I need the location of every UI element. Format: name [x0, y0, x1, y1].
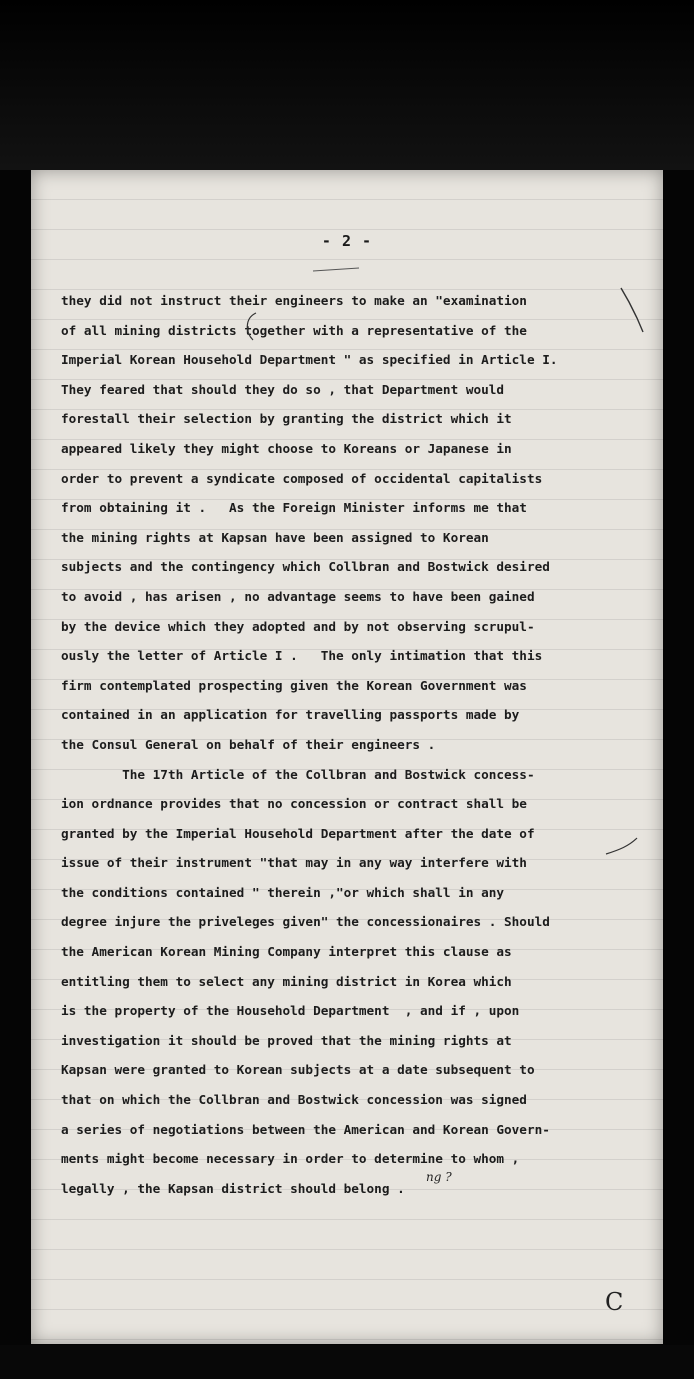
film-border-bottom: [0, 1345, 694, 1379]
text-line: ously the letter of Article I . The only intimation that this: [61, 648, 543, 664]
body-text: [61, 286, 651, 1203]
text-line: that on which the Collbran and Bostwick concession was signed: [61, 1092, 527, 1108]
text-line: they did not instruct their engineers to make an "examination: [61, 293, 527, 308]
text-line: of all mining districts together with a representative of the: [61, 322, 527, 338]
text-line: ion ordnance provides that no concession or contract shall be: [61, 796, 527, 812]
text-line: by the device which they adopted and by not observing scrupul-: [61, 618, 535, 634]
text-line: subjects and the contingency which Collbran and Bostwick desired: [61, 559, 550, 575]
film-border-top: [0, 0, 694, 170]
text-line: a series of negotiations between the American and Korean Govern-: [61, 1121, 550, 1137]
text-line: forestall their selection by granting the district which it: [61, 411, 512, 427]
text-line: from obtaining it . As the Foreign Minister informs me that: [61, 500, 527, 516]
text-line: investigation it should be proved that the mining rights at: [61, 1032, 512, 1048]
corner-mark: C: [605, 1288, 624, 1316]
text-line: the Consul General on behalf of their engineers .: [61, 736, 436, 752]
text-line: granted by the Imperial Household Department after the date of: [61, 825, 535, 841]
text-line: Kapsan were granted to Korean subjects at a date subsequent to: [61, 1062, 535, 1078]
document-page: [31, 170, 663, 1344]
text-line: issue of their instrument "that may in any way interfere with: [61, 855, 527, 871]
page-number: - 2 -: [321, 232, 373, 250]
text-line: the conditions contained " therein ,"or which shall in any: [61, 884, 505, 900]
text-line: is the property of the Household Department , and if , upon: [61, 1003, 520, 1019]
text-line: appeared likely they might choose to Koreans or Japanese in: [61, 440, 512, 456]
text-line: degree injure the priveleges given" the concessionaires . Should: [61, 914, 550, 930]
text-line: order to prevent a syndicate composed of occidental capitalists: [61, 470, 543, 486]
text-line: They feared that should they do so , that Department would: [61, 381, 505, 397]
text-line: entitling them to select any mining district in Korea which: [61, 973, 512, 989]
text-line: contained in an application for travelling passports made by: [61, 707, 520, 723]
text-line: ments might become necessary in order to determine to whom ,: [61, 1151, 520, 1167]
text-line: firm contemplated prospecting given the Korean Government was: [61, 677, 527, 693]
interlinear-annotation: ng ?: [426, 1170, 452, 1184]
text-line: The 17th Article of the Collbran and Bostwick concess-: [61, 766, 535, 782]
text-line: the American Korean Mining Company interpret this clause as: [61, 944, 512, 960]
text-line: legally , the Kapsan district should belong .: [61, 1180, 405, 1196]
text-line: to avoid , has arisen , no advantage seems to have been gained: [61, 588, 535, 604]
text-line: Imperial Korean Household Department " as specified in Article I.: [61, 352, 558, 368]
text-line: the mining rights at Kapsan have been assigned to Korean: [61, 529, 489, 545]
